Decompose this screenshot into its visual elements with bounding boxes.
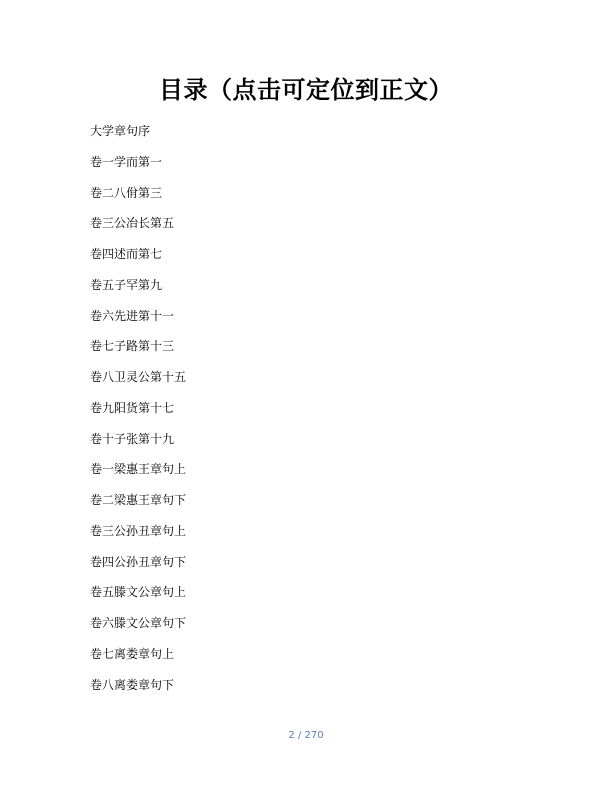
toc-link[interactable]: 卷九阳货第十七 — [90, 400, 175, 415]
toc-list — [90, 119, 186, 703]
toc-link[interactable]: 卷六先进第十一 — [90, 308, 175, 323]
toc-link[interactable]: 卷六滕文公章句下 — [90, 616, 187, 630]
toc-link[interactable]: 卷一学而第一 — [90, 154, 163, 169]
toc-link[interactable]: 卷八卫灵公第十五 — [90, 370, 187, 384]
toc-link[interactable]: 卷三公孙丑章句上 — [90, 523, 187, 538]
toc-link[interactable]: 卷二八佾第三 — [90, 185, 163, 200]
toc-link[interactable]: 卷七子路第十三 — [90, 339, 175, 354]
page-number: 2 / 270 — [288, 730, 324, 741]
toc-link[interactable]: 卷三公冶长第五 — [90, 216, 175, 231]
toc-link[interactable]: 卷八离娄章句下 — [90, 677, 175, 692]
toc-link[interactable]: 卷十子张第十九 — [90, 431, 175, 446]
toc-link[interactable]: 卷七离娄章句上 — [90, 646, 175, 661]
toc-link[interactable]: 大学章句序 — [90, 124, 151, 138]
page-title: 目录（点击可定位到正文） — [159, 75, 453, 104]
toc-link[interactable]: 卷五子罕第九 — [90, 277, 163, 292]
toc-link[interactable]: 卷四述而第七 — [90, 247, 163, 261]
toc-link[interactable]: 卷二梁惠王章句下 — [90, 493, 187, 507]
toc-link[interactable]: 卷一梁惠王章句上 — [90, 462, 187, 477]
toc-link[interactable]: 卷五滕文公章句上 — [90, 585, 187, 600]
toc-link[interactable]: 卷四公孙丑章句下 — [90, 554, 187, 569]
